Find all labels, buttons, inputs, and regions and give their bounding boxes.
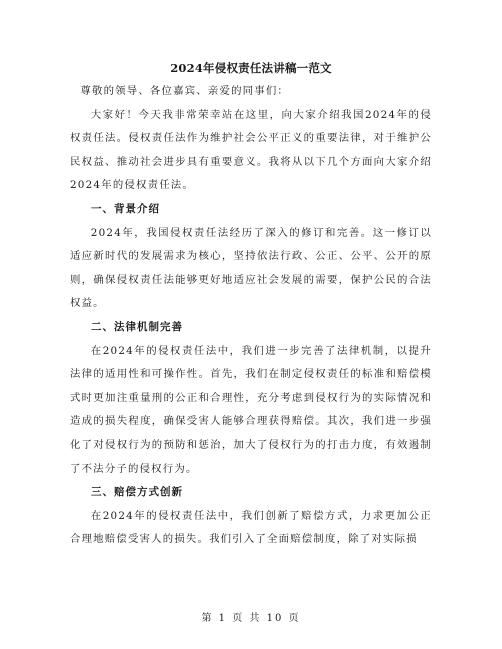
- intro-paragraph: 大家好！今天我非常荣幸站在这里，向大家介绍我国2024年的侵权责任法。侵权责任法作为维护社会公平正义的重要法律，对于维护公民权益、推动社会进步具有重要意义。我将从以下几个方面向大家介绍2024年的侵权责任法。: [70, 108, 432, 192]
- salutation: 尊敬的领导、各位嘉宾、亲爱的同事们：: [80, 85, 290, 97]
- page-footer: 第 1 页 共 10 页: [201, 613, 301, 624]
- section-paragraph-background: 2024年，我国侵权责任法经历了深入的修订和完善。这一修订以适应新时代的发展需求为核心，坚持依法行政、公正、公平、公开的原则，确保侵权责任法能够更好地适应社会发展的需要，保护公民的合法权益。: [70, 226, 432, 310]
- section-paragraph-compensation: 在2024年的侵权责任法中，我们创新了赔偿方式，力求更加公正合理地赔偿受害人的损失。我们引入了全面赔偿制度，除了对实际损: [70, 509, 432, 546]
- section-heading-background: 一、背景介绍: [91, 202, 160, 215]
- document-body: [70, 80, 432, 552]
- section-paragraph-legal-mechanism: 在2024年的侵权责任法中，我们进一步完善了法律机制，以提升法律的适用性和可操作性。首先，我们在制定侵权责任的标准和赔偿模式时更加注重量刑的公正和合理性，充分考虑到侵权行为的实际情况和造成的损失程度，确保受害人能够合理获得赔偿。其次，我们进一步强化了对侵权行为的预防和惩治，加大了侵权行为的打击力度，有效遏制了不法分子的侵权行为。: [70, 344, 432, 475]
- document-title: 2024年侵权责任法讲稿一范文: [170, 61, 332, 75]
- section-heading-compensation: 三、赔偿方式创新: [91, 486, 183, 499]
- section-heading-legal-mechanism: 二、法律机制完善: [91, 320, 183, 333]
